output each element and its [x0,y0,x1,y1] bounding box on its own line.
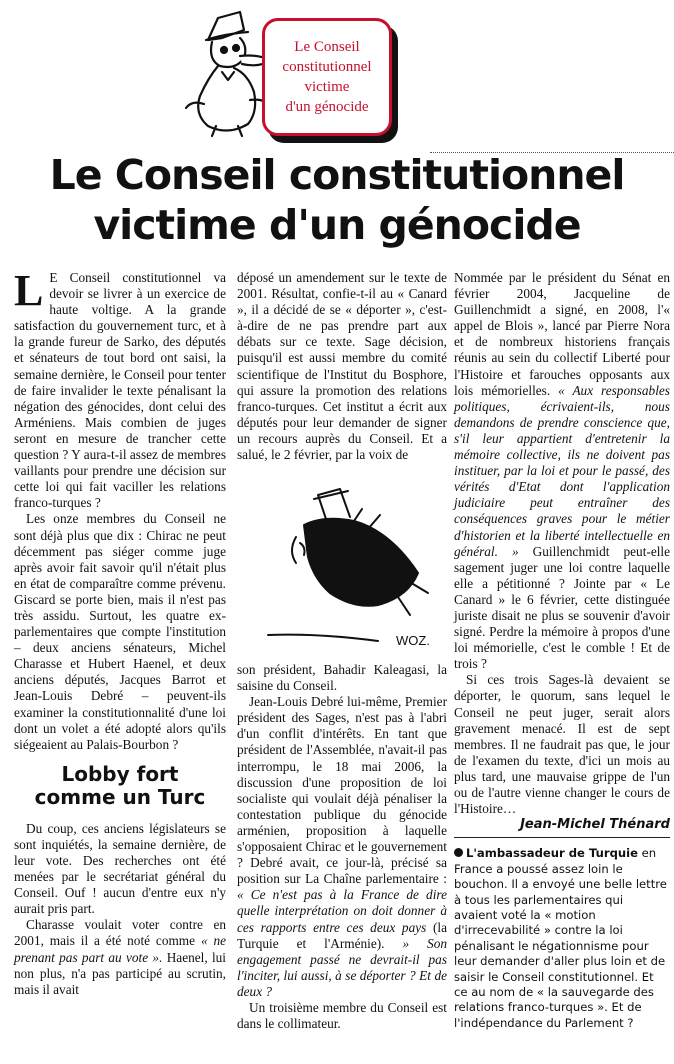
sidebar-body: en France a poussé assez loin le bouchon. Il a envoyé une belle lettre à tous les parlementaires qui avaient voté la « motion d'irrecevabilité » contre la loi pénalisant le négationnisme pour leur demander d'aller plus loin et de saisir le Conseil constitutionnel. Et ce au nom de « la sauvegarde des relations franco-turques ». Et de l'indépendance du Parlement ? [454,846,667,1030]
section-subhead: Lobby fort comme un Turc [34,761,206,809]
paragraph: son président, Bahadir Kaleagasi, la saisine du Conseil. [237,662,447,694]
paragraph: Du coup, ces anciens législateurs se sont inquiétés, la semaine dernière, de leur vote. Des recherches ont été menées par le secrétariat général du Conseil. Ouf ! aucun d'entre eux n'y aurait pris part. [14,820,226,917]
quote-text: « Ce n'est pas à la France de dire quelle interprétation on doit donner à ces rapports entre ces deux pays [237,887,447,935]
article-headline: Le Conseil constitutionnel victime d'un génocide [49,151,625,249]
paragraph: Les onze membres du Conseil ne sont déjà plus que dix : Chirac ne peut décemment pas siéger comme juge après avoir fait savoir qu'il n'était plus en état de comparaître comme prévenu. Giscard se porte bien, mais il n'est pas très assidu. Surtout, les quatre ex-parlementaires que compte l'institution – deux anciens sénateurs, Michel Charasse et Hubert Haenel, et deux anciens députés, Jacques Barrot et Jean-Louis Debré – peuvent-ils examiner la constitutionnalité d'une loi dont un volet a été adopté alors qu'ils siégeaient au Palais-Bourbon ? [14,511,226,752]
divider [454,837,670,838]
paragraph [14,266,226,511]
author-signature: Jean-Michel Thénard [520,817,670,833]
quote-text: » Son engagement passé ne devrait-il pas l'inciter, lui aussi, à se déporter ? Et de deux ? [237,935,447,999]
bullet-icon [454,848,463,857]
paragraph-text: Charasse voulait voter contre en 2001, mais il a été noté comme [14,917,226,949]
sidebar-lead: L'ambassadeur de Turquie [466,846,638,861]
cartoon-signature: WOZ. [396,633,430,648]
paragraph [237,694,447,1000]
paragraph: Un troisième membre du Conseil est dans le collimateur. [237,999,447,1032]
quote-text: « Aux responsables politiques, écrivaient-ils, nous demandons de prendre conscience que, s'il leur appartient d'entretenir la mémoire collective, ils ne doivent pas instituer, par la loi et pour le passé, des vérités d'Etat dont l'application judiciaire peut entraîner des conséquences graves pour le métier d'historien et la liberté intellectuelle en général. » [454,382,670,559]
paragraph-text: Haenel, lui non plus, n'a pas participé au scrutin, mais il avait [14,949,226,997]
paragraph-text: Guillenchmidt peut-elle sagement juger une loi contre laquelle elle a pétitionné ? Jointe par « Le Canard » le 6 février, cette distinguée juriste disait ne plus se souvenir d'avoir signé. Perdre la mémoire à propos d'une loi mémorielle, c'est le comble ! Et de trois ? [454,543,671,672]
article-column-3 [454,270,670,1031]
cartoon-illustration [258,485,443,655]
paragraph-text: (la Turquie et l'Arménie). [237,919,447,951]
paragraph [454,270,670,672]
article-column-2-continued [237,662,447,1032]
paragraph-text: Nommée par le président du Sénat en février 2004, Jacqueline de Guillenchmidt a signé, en 2008, l'« appel de Blois », lancé par Pierre Nora et de nombreux historiens français réunis au sein du collectif Liberté pour l'Histoire et farouches opposants aux lois mémorielles. [454,270,670,398]
quote-text: « ne prenant pas part au vote ». [14,933,227,965]
article-column-2 [237,270,447,463]
section-logo-text: Le Conseil constitutionnel victime d'un génocide [282,39,372,115]
article-column-1 [14,266,227,998]
section-logo-box [262,18,392,136]
drop-cap: L [14,266,44,315]
paragraph: Si ces trois Sages-là devaient se déporter, le quorum, sans lequel le Conseil ne peut juger, serait alors gravement menacé. Il est de sept membres. Il ne faudrait pas que, le jour de l'examen du texte, d'ici un mois au plus tard, une mauvaise grippe de l'un ou de l'autre vienne changer le cours de l'Histoire… [454,672,670,817]
paragraph-text: Jean-Louis Debré lui-même, Premier président des Sages, n'est pas à l'abri d'un conflit d'intérêts. En tant que président de l'Assemblée, n'avait-il pas interrompu, le 18 mai 2006, la discussion d'une proposition de loi socialiste qui voulait déjà pénaliser la contestation publique du génocide arménien, proposition à laquelle s'opposaient Chirac et le gouvernement ? Debré avait, ce jour-là, précisé sa position sur La Chaîne parlementaire : [237,694,447,887]
paragraph [14,917,226,997]
paragraph: déposé un amendement sur le texte de 2001. Résultat, confie-t-il au « Canard », il a décidé de se « déporter », c'est-à-dire de ne pas prendre part aux débats sur ce texte. Sage décision, puisqu'il est aussi membre du comité scientifique de l'Institut du Bosphore, qui assure la promotion des relations franco-turques. Cet institut a écrit aux députés pour leur demander de signer un recours auprès du Conseil. Et a salué, le 2 février, par la voix de [237,270,447,463]
sidebar-note [454,846,670,1031]
page-header [0,0,674,150]
paragraph-text: E Conseil constitutionnel va devoir se livrer à un exercice de haute voltige. A la grande satisfaction du gouvernement turc, et à la grande fureur de Sarko, des députés et sénateurs de tout bord ont saisi, la semaine dernière, le Conseil pour tenter de faire invalider le texte pénalisant la négation des génocides, dont celui des Arméniens. Mais combien de juges seront en mesure de trancher cette question ? Y aura-t-il assez de membres vaillants pour prendre une décision sur cette loi qui fait vaciller les relations franco-turques ? [14,270,226,511]
